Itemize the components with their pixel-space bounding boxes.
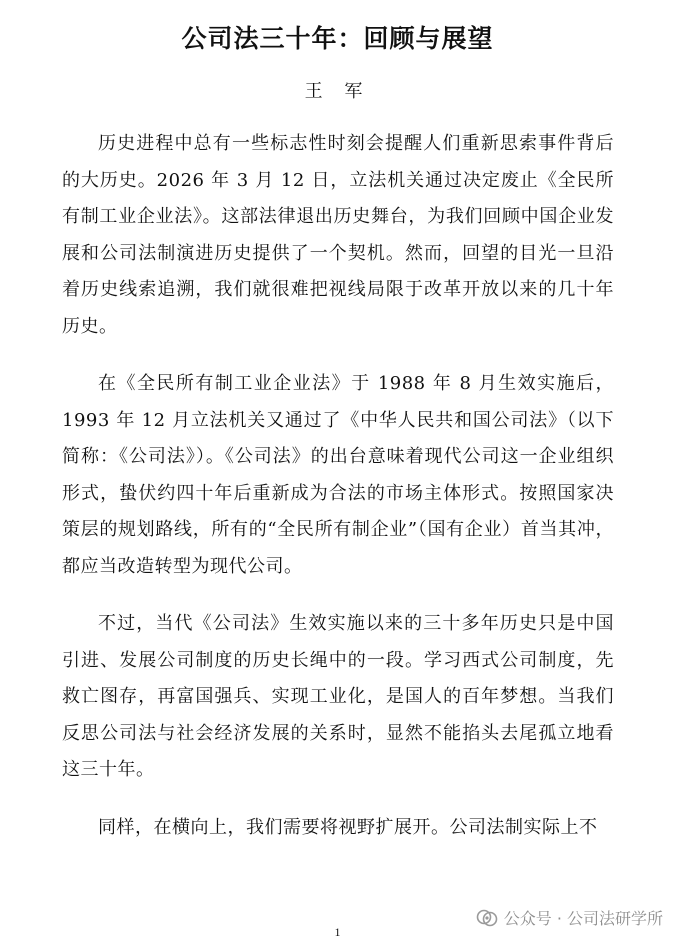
paragraph-1: 历史进程中总有一些标志性时刻会提醒人们重新思索事件背后的大历史。2026 年 3 月 12 日，立法机关通过决定废止《全民所有制工业企业法》。这部法律退出历史舞台，为我们回顾中国企业发展和公司法制演进历史提供了一个契机。然而，回望的目光一旦沿着历史线索追溯，我们就很难把视线局限于改革开放以来的几十年历史。 bbox=[62, 133, 614, 337]
paragraph-2: 在《全民所有制工业企业法》于 1988 年 8 月生效实施后，1993 年 12 月立法机关又通过了《中华人民共和国公司法》（以下简称：《公司法》）。《公司法》的出台意味着现代公司这一企业组织形式，蛰伏约四十年后重新成为合法的市场主体形式。按照国家决策层的规划路线，所有的“全民所有制企业”（国有企业）首当其冲，都应当改造转型为现代公司。 bbox=[62, 373, 614, 577]
wechat-channel-icon bbox=[476, 909, 498, 927]
document-title: 公司法三十年：回顾与展望 bbox=[181, 24, 494, 53]
author-name: 王 军 bbox=[304, 81, 371, 102]
watermark-text: 公众号 · 公司法研学所 bbox=[503, 909, 663, 928]
paragraph-3: 不过，当代《公司法》生效实施以来的三十多年历史只是中国引进、发展公司制度的历史长绳中的一段。学习西式公司制度，先救亡图存，再富国强兵、实现工业化，是国人的百年梦想。当我们反思公司法与社会经济发展的关系时，显然不能掐头去尾孤立地看这三十年。 bbox=[62, 613, 614, 780]
article-body bbox=[62, 126, 614, 867]
paragraph-4: 同样，在横向上，我们需要将视野扩展开。公司法制实际上不 bbox=[98, 816, 598, 838]
watermark bbox=[476, 906, 663, 929]
page-number: 1 bbox=[334, 925, 341, 939]
